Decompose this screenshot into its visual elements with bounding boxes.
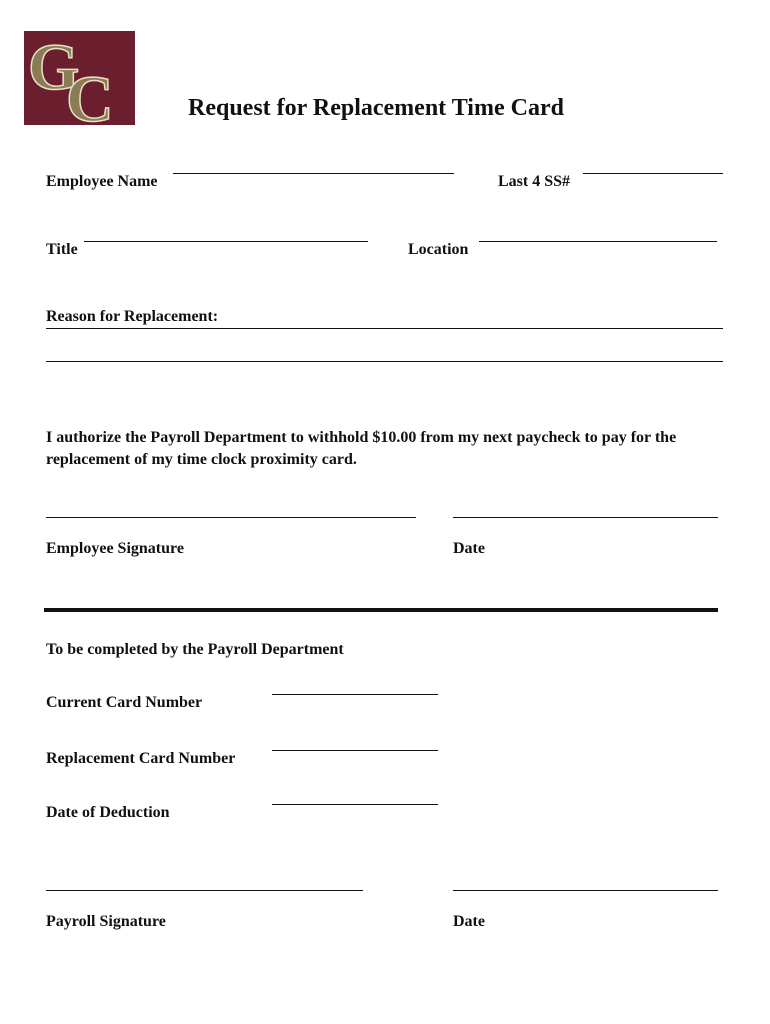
payroll-date-label: Date (453, 913, 485, 930)
employee-date-label: Date (453, 540, 485, 557)
svg-text:C: C (66, 63, 114, 125)
authorization-statement: I authorize the Payroll Department to withhold $10.00 from my next paycheck to pay for the replacement of my time clock proximity card. (46, 429, 677, 468)
payroll-section-heading: To be completed by the Payroll Department (46, 641, 344, 658)
reason-field-line-2[interactable] (46, 361, 723, 362)
gc-monogram-icon (24, 31, 135, 125)
svg-text:G: G (28, 31, 80, 104)
employee-name-field[interactable] (173, 173, 454, 174)
replacement-card-field[interactable] (272, 750, 438, 751)
title-field[interactable] (84, 241, 368, 242)
current-card-label: Current Card Number (46, 694, 203, 711)
last4-ss-label: Last 4 SS# (498, 173, 571, 190)
reason-label: Reason for Replacement: (46, 308, 219, 325)
location-label: Location (408, 241, 469, 258)
employee-signature-field[interactable] (46, 517, 416, 518)
current-card-field[interactable] (272, 694, 438, 695)
last4-ss-field[interactable] (583, 173, 723, 174)
payroll-date-field[interactable] (453, 890, 718, 891)
employee-name-label: Employee Name (46, 173, 158, 190)
date-of-deduction-field[interactable] (272, 804, 438, 805)
gc-logo (24, 31, 135, 125)
employee-date-field[interactable] (453, 517, 718, 518)
section-divider (44, 608, 718, 612)
page-title: Request for Replacement Time Card (188, 95, 564, 121)
date-of-deduction-label: Date of Deduction (46, 804, 170, 821)
payroll-signature-label: Payroll Signature (46, 913, 166, 930)
payroll-signature-field[interactable] (46, 890, 363, 891)
employee-signature-label: Employee Signature (46, 540, 184, 557)
title-label: Title (46, 241, 78, 258)
replacement-card-label: Replacement Card Number (46, 750, 236, 767)
location-field[interactable] (479, 241, 717, 242)
reason-field-line-1[interactable] (46, 328, 723, 329)
